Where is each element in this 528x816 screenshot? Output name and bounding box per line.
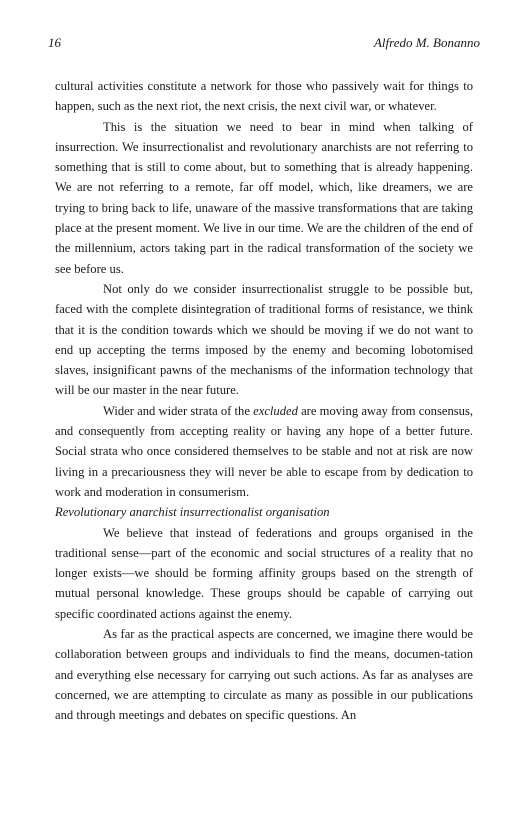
paragraph: This is the situation we need to bear in mind when talking of insurrection. We insurrectionalist and revolutionary anarchists are not referring to something that is still to come about, but to something that is already happening. We are not referring to a remote, far off model, which, like dreamers, we are trying to bring back to life, unaware of the massive transformations that are taking place at the present moment. We live in our time. We are the children of the end of the millennium, actors taking part in the radical transformation of the society we see before us.: [55, 119, 473, 276]
body-text: [55, 76, 473, 726]
section-title: Revolutionary anarchist insurrectionalist organisation: [55, 505, 330, 520]
page-number: 16: [48, 35, 61, 50]
emphasized-word: excluded: [253, 403, 298, 418]
paragraph: We believe that instead of federations and groups organised in the traditional sense—part of the economic and social structures of a reality that no longer exists—we should be forming affinity groups based on the strength of mutual personal knowledge. These groups should be capable of carrying out specific coordinated actions against the enemy.: [55, 525, 473, 621]
paragraph-text-after: are moving away from consensus, and consequently from accepting reality or having any hope of a better future. Social strata who once considered themselves to be stable and not at risk are now living in a precariousness they will never be able to escape from by dedication to work and moderation in consumerism.: [55, 403, 473, 499]
paragraph: As far as the practical aspects are concerned, we imagine there would be collaboration between groups and individuals to find the means, documen-tation and everything else necessary for carrying out such actions. As far as analyses are concerned, we are attempting to circulate as many as possible in our publications and through meetings and debates on specific questions. An: [55, 627, 473, 723]
paragraph-with-emphasis: [55, 401, 473, 502]
running-header: [48, 35, 480, 51]
running-author: Alfredo M. Bonanno: [373, 35, 480, 50]
paragraph: Not only do we consider insurrectionalist struggle to be possible but, faced with the complete disintegration of traditional forms of resistance, we think that it is the condition towards which we should be moving if we do not want to end up accepting the terms imposed by the enemy and becoming lobotomised slaves, insignificant pawns of the mechanisms of the information technology that will be our master in the near future.: [55, 281, 473, 398]
paragraph-continued: cultural activities constitute a network for those who passively wait for things to happen, such as the next riot, the next crisis, the next civil war, or whatever.: [55, 79, 473, 114]
paragraph-text-before: Wider and wider strata of the: [103, 403, 254, 418]
